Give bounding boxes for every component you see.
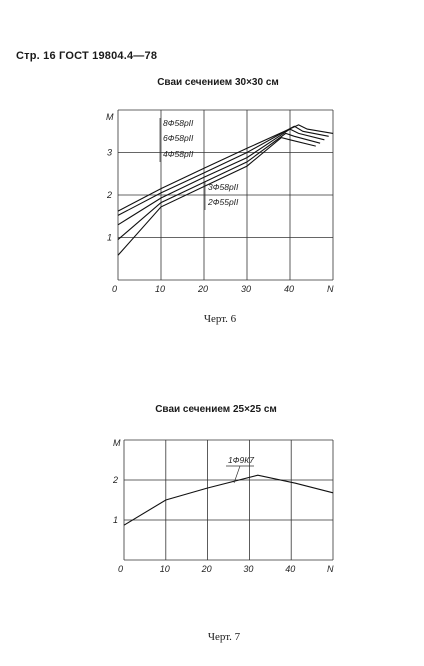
chart0-series-label: 8Ф58рII (163, 118, 194, 128)
chart0-y-label: M (106, 112, 114, 122)
chart0-series-line (118, 129, 324, 225)
chart1-y-tick: 1 (113, 515, 119, 525)
chart1-y-tick: 2 (113, 475, 119, 485)
chart0-y-tick: 2 (107, 190, 113, 200)
chart1-label-leader (226, 466, 254, 483)
chart0-x-tick: N (327, 284, 334, 294)
chart0-x-tick: 30 (241, 284, 252, 294)
chart-6-title: Сваи сечением 30×30 см (157, 77, 279, 88)
page-header: Стр. 16 ГОСТ 19804.4—78 (16, 50, 158, 62)
chart1-x-tick: 40 (285, 564, 296, 574)
chart0-series-label: 6Ф58рII (163, 133, 194, 143)
chart1-series-label: 1Ф9К7 (228, 455, 254, 465)
chart-7-caption: Черт. 7 (207, 631, 241, 643)
chart1-x-tick: 10 (159, 564, 170, 574)
chart0-y-tick: 3 (107, 147, 113, 158)
chart1-x-tick: 20 (201, 564, 212, 574)
chart1-x-tick: N (327, 564, 334, 574)
chart-6-caption: Черт. 6 (203, 313, 237, 325)
chart0-x-tick: 10 (155, 284, 166, 294)
chart0-x-tick: 20 (198, 284, 209, 294)
chart1-x-tick: 0 (118, 564, 124, 574)
chart1-series-line (124, 475, 333, 525)
chart0-x-tick: 0 (112, 284, 118, 294)
chart0-series-label: 4Ф58рII (163, 149, 194, 159)
chart0-series-label: 3Ф58рII (208, 182, 239, 192)
chart1-y-label: M (113, 438, 121, 448)
chart0-x-tick: 40 (284, 284, 295, 294)
chart-7-title: Сваи сечением 25×25 см (155, 404, 277, 415)
chart0-y-tick: 1 (107, 232, 113, 243)
chart0-series-label: 2Ф55рII (208, 197, 239, 207)
chart1-x-tick: 30 (243, 564, 254, 574)
